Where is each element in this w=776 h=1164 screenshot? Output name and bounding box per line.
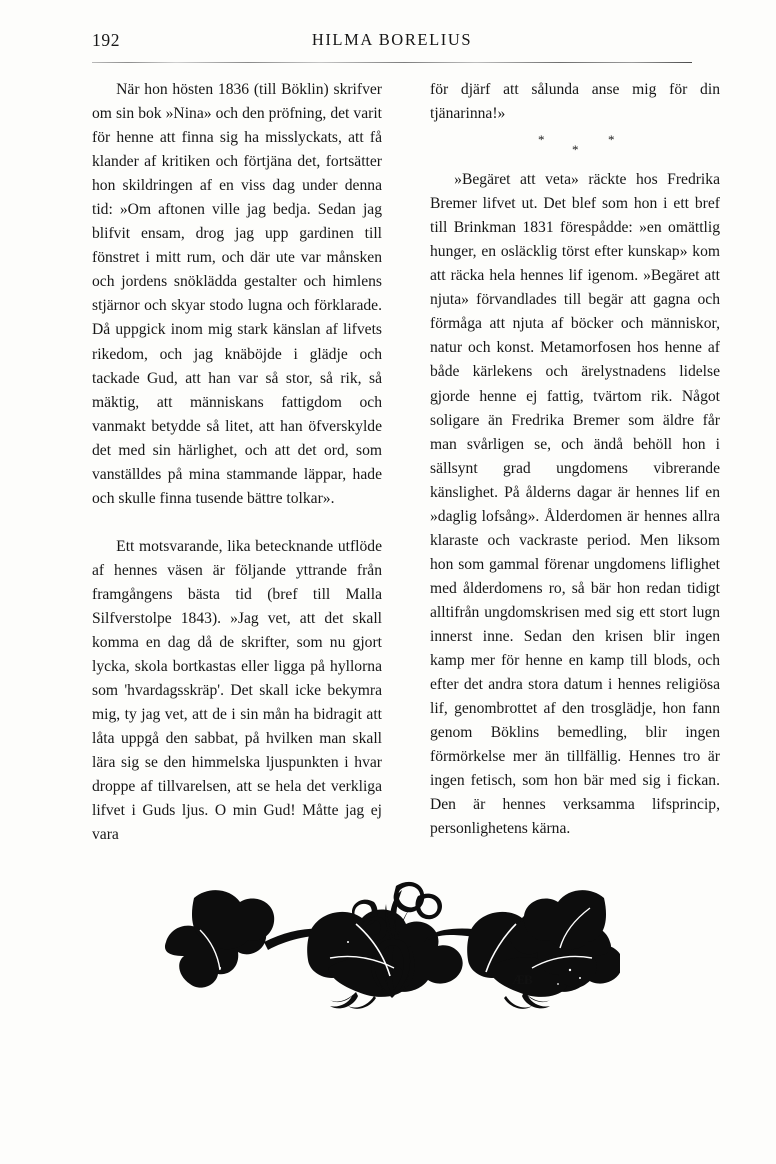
paragraph: Ett motsvarande, lika betecknande utflöde af hennes väsen är följande yttrande från framgångens bästa tid (bref till Malla Silfverstolpe 1843). »Jag vet, att det skall komma en dag då de skrifter, som nu gjort lycka, skola bortkastas eller ligga på hyllorna som 'hvardagsskräp'. Det skall icke bekymra mig, ty jag vet, att de i sin mån ha bidragit att låta uppgå den sabbat, på hvilken man skall lära sig se den himmelska ljuspunkten i hvar droppe af tillvarelsen, att se hela det verkliga lifvet i Guds ljus. O min Gud! Måtte jag ej vara — [92, 537, 382, 844]
artist-monogram: ÆB — [512, 972, 532, 987]
running-title: HILMA BORELIUS — [311, 30, 473, 49]
running-head — [92, 30, 692, 60]
vignette-svg — [160, 872, 620, 1012]
asterisk-icon: * — [572, 142, 579, 158]
asterisk-icon: * — [608, 132, 615, 148]
page-number: 192 — [92, 30, 121, 50]
asterism-divider — [430, 128, 720, 162]
text-column-right — [430, 78, 720, 841]
floral-vignette-ornament — [160, 872, 620, 1012]
paragraph-continuation: för djärf att sålunda anse mig för din tjänarinna!» — [430, 81, 720, 123]
asterisk-icon: * — [538, 132, 545, 148]
paragraph-gap — [92, 511, 382, 535]
header-rule — [92, 62, 692, 63]
paragraph: När hon hösten 1836 (till Böklin) skrifver om sin bok »Nina» och den pröfning, det varit för henne att finna sig ha misslyckats, att få klander af kritiken och förtjäna det, fortsätter hon skildringen af en viss dag under denna tid: »Om aftonen ville jag bedja. Sedan jag blifvit ensam, drog jag upp gardinen till fönstret i mitt rum, och där ute var månsken och jordens snöklädda gestalter och himlens stjärnor och skyar stodo lugna och förklarade. Då uppgick inom mig stark känslan af lifvets rikedom, och jag knäböjde i glädje och tackade Gud, att han var så stor, så rik, så mäktig, att människans fattigdom och vanmakt betydde så litet, att han öfverskylde det med sin härlighet, och att det ord, som vanställdes på mina stammande läppar, hade och skulle finna tusende bättre tolkar». — [92, 81, 382, 507]
text-column-left — [92, 78, 382, 847]
paragraph: »Begäret att veta» räckte hos Fredrika Bremer lifvet ut. Det blef som hon i ett bref till Brinkman 1831 förespådde: »en omättlig hunger, en osläcklig törst efter kunskap» kom att räcka hela hennes lif igenom. »Begäret att njuta» förvandlades till begär att gagna och förmåga att njuta af böcker och människor, natur och konst. Metamorfosen hos henne af både kärlekens och ärelystnadens lidelse gjorde henne ej fattig, tvärtom rik. Något soligare än Fredrika Bremer som äldre får man svårligen se, och ändå behöll hon i sällsynt grad ungdomens vibrerande känslighet. På ålderns dagar är hennes lif en »daglig lofsång». Ålderdomen är hennes allra klaraste och vackraste period. Men liksom hon som gammal förenar ungdomens liflighet med ålderdomens ro, så bär hon redan tidigt alltifrån ungdomskrisen med sig ett stort lugn innerst inne. Sedan den krisen blir ingen kamp mer för henne en kamp till blods, och efter det andra stora datum i hennes religiösa lif, genombrottet af den trosglädje, hon fann genom Böklins bemedling, blir ingen förmörkelse mer än tillfällig. Hennes tro är ingen fetisch, som hon bär med sig i fickan. Den är hennes verksamma lifsprincip, personlighetens kärna. — [430, 171, 720, 838]
